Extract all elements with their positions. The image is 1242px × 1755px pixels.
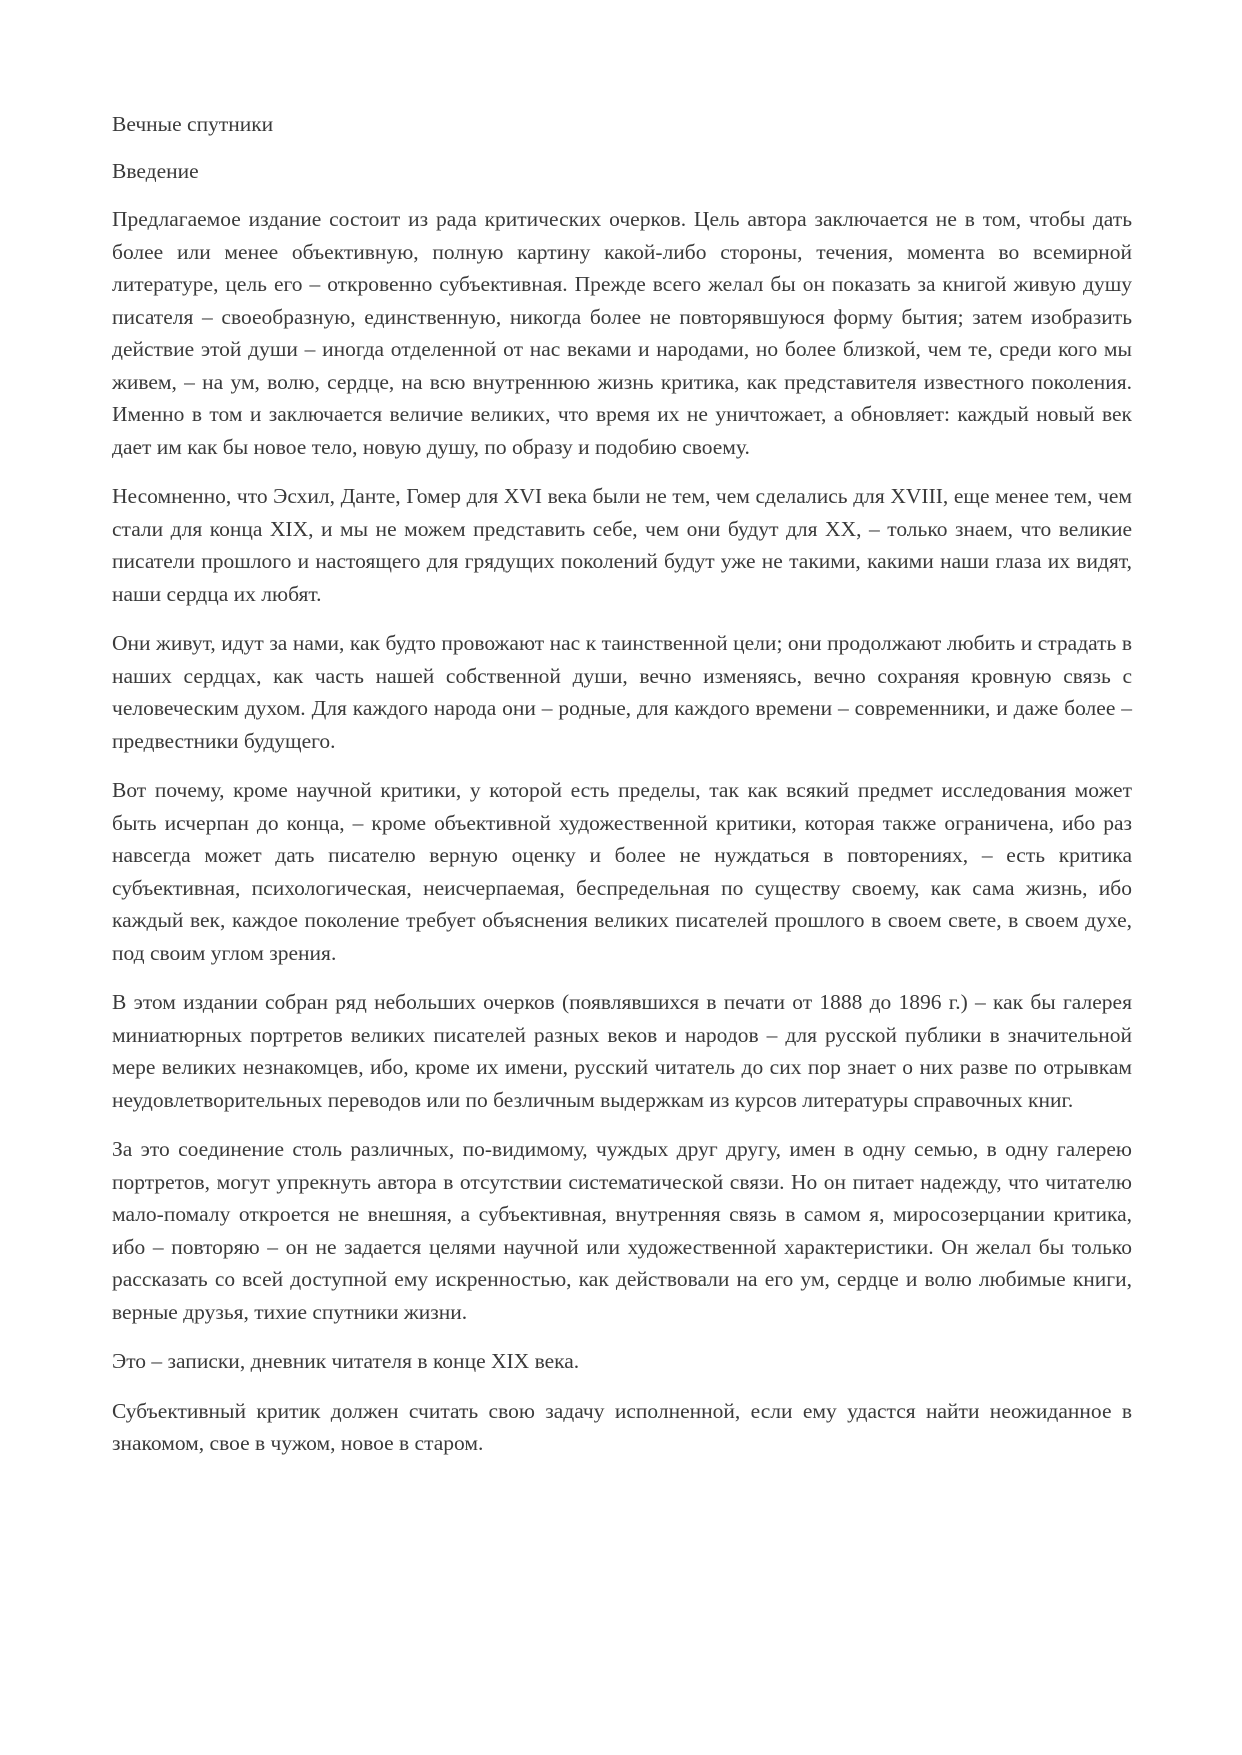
paragraph-6: За это соединение столь различных, по-видимому, чуждых друг другу, имен в одну семью, в одну галерею портретов, могут упрекнуть автора в отсутствии систематической связи. Но он питает надежду, что читателю мало-помалу откроется не внешняя, а субъективная, внутренняя связь в самом я, миросозерцании критика, ибо – повторяю – он не задается целями научной или художественной характеристики. Он желал бы только рассказать со всей доступной ему искренностью, как действовали на его ум, сердце и волю любимые книги, верные друзья, тихие спутники жизни. [112,1137,1132,1324]
paragraph-3: Они живут, идут за нами, как будто провожают нас к таинственной цели; они продолжают любить и страдать в наших сердцах, как часть нашей собственной души, вечно изменяясь, вечно сохраняя кровную связь с человеческим духом. Для каждого народа они – родные, для каждого времени – современники, и даже более – предвестники будущего. [112,631,1132,753]
paragraph-2: Несомненно, что Эсхил, Данте, Гомер для XVI века были не тем, чем сделались для XVIII, еще менее тем, чем стали для конца XIX, и мы не можем представить себе, чем они будут для XX, – только знаем, что великие писатели прошлого и настоящего для грядущих поколений будут уже не такими, какими наши глаза их видят, наши сердца их любят. [112,484,1132,606]
document-title: Вечные спутники [112,112,274,136]
paragraph-4: Вот почему, кроме научной критики, у которой есть пределы, так как всякий предмет исследования может быть исчерпан до конца, – кроме объективной художественной критики, которая также ограничена, ибо раз навсегда может дать писателю верную оценку и более не нуждаться в повторениях, – есть критика субъективная, психологическая, неисчерпаемая, беспредельная по существу своему, как сама жизнь, ибо каждый век, каждое поколение требует объяснения великих писателей прошлого в своем свете, в своем духе, под своим углом зрения. [112,778,1132,965]
section-heading: Введение [112,158,199,183]
paragraph-7: Это – записки, дневник читателя в конце XIX века. [112,1349,580,1373]
paragraph-1: Предлагаемое издание состоит из рада критических очерков. Цель автора заключается не в том, чтобы дать более или менее объективную, полную картину какой-либо стороны, течения, момента во всемирной литературе, цель его – откровенно субъективная. Прежде всего желал бы он показать за книгой живую душу писателя – своеобразную, единственную, никогда более не повторявшуюся форму бытия; затем изобразить действие этой души – иногда отделенной от нас веками и народами, но более близкой, чем те, среди кого мы живем, – на ум, волю, сердце, на всю внутреннюю жизнь критика, как представителя известного поколения. Именно в том и заключается величие великих, что время их не уничтожает, а обновляет: каждый новый век дает им как бы новое тело, новую душу, по образу и подобию своему. [112,207,1132,459]
paragraph-5: В этом издании собран ряд небольших очерков (появлявшихся в печати от 1888 до 1896 г.) – как бы галерея миниатюрных портретов великих писателей разных веков и народов – для русской публики в значительной мере великих незнакомцев, ибо, кроме их имени, русский читатель до сих пор знает о них разве по отрывкам неудовлетворительных переводов или по безличным выдержкам из курсов литературы справочных книг. [112,990,1132,1112]
paragraph-8: Субъективный критик должен считать свою задачу исполненной, если ему удастся найти неожиданное в знакомом, свое в чужом, новое в старом. [112,1398,1132,1455]
document-body [112,108,1132,1477]
